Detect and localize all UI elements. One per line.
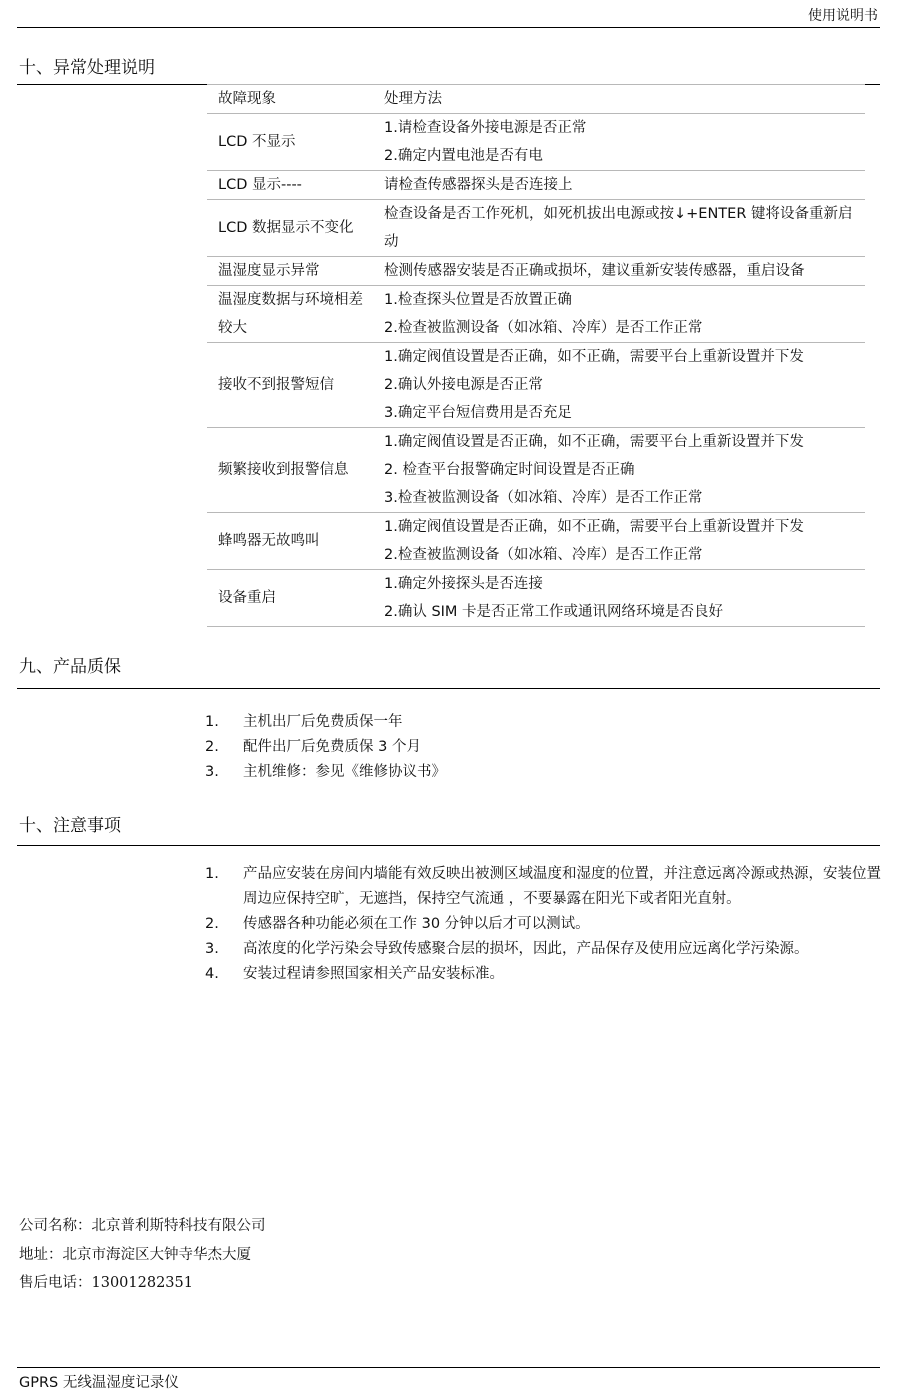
issue-cell: 温湿度数据与环境相差较大: [207, 286, 384, 343]
column-header-issue: 故障现象: [207, 85, 384, 114]
header-doc-type: 使用说明书: [808, 8, 878, 24]
solution-cell: 1.确定阀值设置是否正确，如不正确，需要平台上重新设置并下发 2.检查被监测设备（如冰箱、冷库）是否工作正常: [384, 513, 865, 570]
footer-divider: [17, 1367, 880, 1368]
solution-cell: 1.确定阀值设置是否正确，如不正确，需要平台上重新设置并下发 2. 检查平台报警确定时间设置是否正确 3.检查被监测设备（如冰箱、冷库）是否工作正常: [384, 428, 865, 513]
list-item: 2. 传感器各种功能必须在工作 30 分钟以后才可以测试。: [205, 916, 590, 932]
issue-cell: LCD 数据显示不变化: [207, 200, 384, 257]
issue-cell: 接收不到报警短信: [207, 343, 384, 428]
solution-cell: 请检查传感器探头是否连接上: [384, 171, 865, 200]
section-divider-notes: [17, 845, 880, 846]
header-divider: [17, 27, 880, 28]
table-row: [207, 114, 865, 171]
list-item: 1. 产品应安装在房间内墙能有效反映出被测区域温度和湿度的位置，并注意远离冷源或热源，安装位置周边应保持空旷，无遮挡，保持空气流通 ，不要暴露在阳光下或者阳光直射。: [205, 866, 881, 907]
table-row: [207, 570, 865, 627]
issue-cell: 设备重启: [207, 570, 384, 627]
table-row: [207, 257, 865, 286]
company-info: [19, 1212, 266, 1298]
list-item: 3. 主机维修：参见《维修协议书》: [205, 764, 446, 780]
issue-cell: LCD 显示----: [207, 171, 384, 200]
table-row: [207, 513, 865, 570]
solution-cell: 1.请检查设备外接电源是否正常 2.确定内置电池是否有电: [384, 114, 865, 171]
warranty-list: [205, 710, 883, 785]
section-title-notes: 十、注意事项: [19, 816, 121, 836]
solution-cell: 1.确定外接探头是否连接 2.确认 SIM 卡是否正常工作或通讯网络环境是否良好: [384, 570, 865, 627]
issue-cell: 蜂鸣器无故鸣叫: [207, 513, 384, 570]
company-name: 公司名称：北京普利斯特科技有限公司: [19, 1218, 266, 1234]
solution-cell: 1.检查探头位置是否放置正确 2.检查被监测设备（如冰箱、冷库）是否工作正常: [384, 286, 865, 343]
list-item: 1. 主机出厂后免费质保一年: [205, 714, 403, 730]
table-header-row: [207, 85, 865, 114]
solution-cell: 1.确定阀值设置是否正确，如不正确，需要平台上重新设置并下发 2.确认外接电源是否正常 3.确定平台短信费用是否充足: [384, 343, 865, 428]
list-item: 4. 安装过程请参照国家相关产品安装标准。: [205, 966, 504, 982]
company-phone: 售后电话：13001282351: [19, 1275, 193, 1291]
footer-product-name: GPRS 无线温湿度记录仪: [19, 1375, 179, 1391]
table-row: [207, 428, 865, 513]
table-row: [207, 343, 865, 428]
company-address: 地址：北京市海淀区大钟寺华杰大厦: [19, 1246, 251, 1263]
list-item: 3. 高浓度的化学污染会导致传感聚合层的损坏，因此，产品保存及使用应远离化学污染源。: [205, 941, 809, 957]
issue-cell: 温湿度显示异常: [207, 257, 384, 286]
issue-cell: 频繁接收到报警信息: [207, 428, 384, 513]
table-row: [207, 200, 865, 257]
solution-cell: 检查设备是否工作死机，如死机拔出电源或按↓+ENTER 键将设备重新启动: [384, 200, 865, 257]
solution-cell: 检测传感器安装是否正确或损坏，建议重新安装传感器，重启设备: [384, 257, 865, 286]
table-row: [207, 286, 865, 343]
table-row: [207, 171, 865, 200]
column-header-solution: 处理方法: [384, 85, 865, 114]
troubleshooting-table: [207, 84, 865, 627]
section-divider-warranty: [17, 688, 880, 689]
section-title-warranty: 九、产品质保: [19, 657, 121, 677]
section-title-troubleshooting: 十、异常处理说明: [19, 58, 155, 78]
notes-list: [205, 862, 883, 987]
issue-cell: LCD 不显示: [207, 114, 384, 171]
list-item: 2. 配件出厂后免费质保 3 个月: [205, 739, 421, 755]
